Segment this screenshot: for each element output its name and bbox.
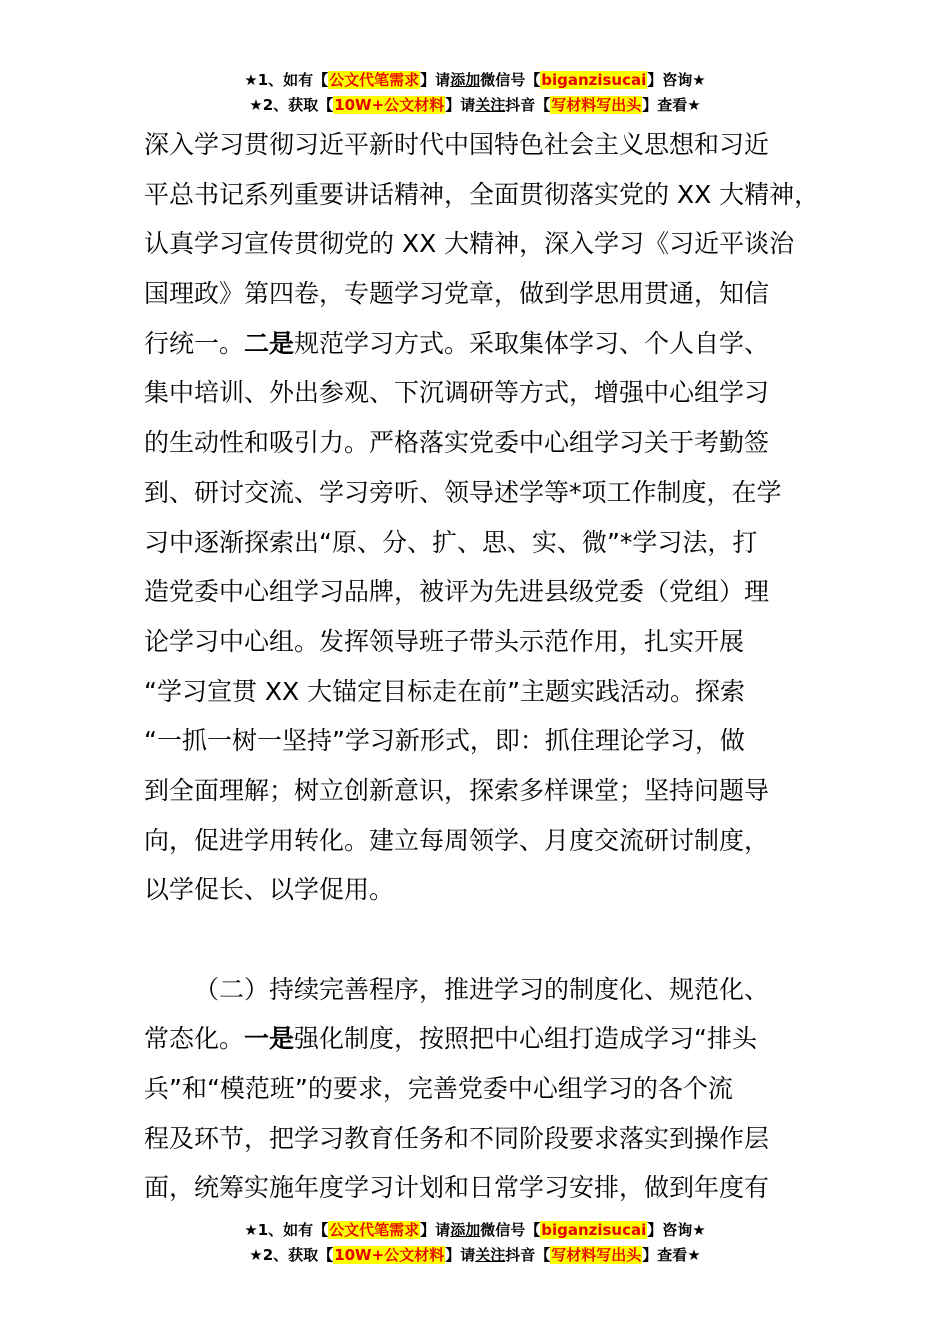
banner-line-2: ★2、获取【10W+公文材料】请关注抖音【写材料写出头】查看★ [249,96,701,114]
banner-line-1: ★1、如有【公文代笔需求】请添加微信号【biganzisucai】咨询★ [244,1221,706,1239]
text-line: 论学习中心组。发挥领导班子带头示范作用，扎实开展 [144,626,745,656]
bold-marker: 一是 [244,1024,295,1054]
footer-banner [0,1218,950,1268]
highlight-wechat-id: biganzisucai [541,71,647,89]
text-line: 认真学习宣传贯彻党的 XX 大精神，深入学习《习近平谈治 [144,229,795,259]
banner-line-1: ★1、如有【公文代笔需求】请添加微信号【biganzisucai】咨询★ [244,71,706,89]
text-line: 以学促长、以学促用。 [144,875,395,905]
text-line: 向，促进学用转化。建立每周领学、月度交流研讨制度， [144,825,770,855]
banner-line-2: ★2、获取【10W+公文材料】请关注抖音【写材料写出头】查看★ [249,1246,701,1264]
text-line: 兵”和“模范班”的要求，完善党委中心组学习的各个流 [144,1074,733,1104]
text-line: 到全面理解；树立创新意识，探索多样课堂；坚持问题导 [144,775,770,805]
header-banner [0,68,950,118]
text-line: 面，统筹实施年度学习计划和日常学习安排，做到年度有 [144,1173,770,1203]
paragraph-gap [144,915,844,965]
text-line: 国理政》第四卷，专题学习党章，做到学思用贯通，知信 [144,279,770,309]
document-body [144,120,844,1213]
bold-marker: 二是 [244,328,295,358]
section-heading-line: （二）持续完善程序，推进学习的制度化、规范化、 [194,974,770,1004]
highlight-douyin: 写材料写出头 [551,96,642,114]
highlight-service: 公文代笔需求 [329,71,420,89]
text-line: 的生动性和吸引力。严格落实党委中心组学习关于考勤签 [144,428,770,458]
highlight-materials: 10W+公文材料 [334,96,445,114]
text-line: 平总书记系列重要讲话精神，全面贯彻落实党的 XX 大精神， [144,179,820,209]
text-line: 集中培训、外出参观、下沉调研等方式，增强中心组学习 [144,378,770,408]
highlight-wechat-id: biganzisucai [541,1221,647,1239]
text-line: 常态化。一是强化制度，按照把中心组打造成学习“排头 [144,1024,757,1054]
text-line: 到、研讨交流、学习旁听、领导述学等*项工作制度，在学 [144,477,782,507]
highlight-douyin: 写材料写出头 [551,1246,642,1264]
text-line: “学习宣贯 XX 大锚定目标走在前”主题实践活动。探索 [144,676,746,706]
text-line: 造党委中心组学习品牌，被评为先进县级党委（党组）理 [144,577,770,607]
text-line: “一抓一树一坚持”学习新形式，即：抓住理论学习，做 [144,726,745,756]
highlight-service: 公文代笔需求 [329,1221,420,1239]
text-line: 行统一。二是规范学习方式。采取集体学习、个人自学、 [144,328,770,358]
text-line: 习中逐渐探索出“原、分、扩、思、实、微”*学习法，打 [144,527,758,557]
highlight-materials: 10W+公文材料 [334,1246,445,1264]
text-line: 程及环节，把学习教育任务和不同阶段要求落实到操作层 [144,1123,770,1153]
text-line: 深入学习贯彻习近平新时代中国特色社会主义思想和习近 [144,130,770,159]
